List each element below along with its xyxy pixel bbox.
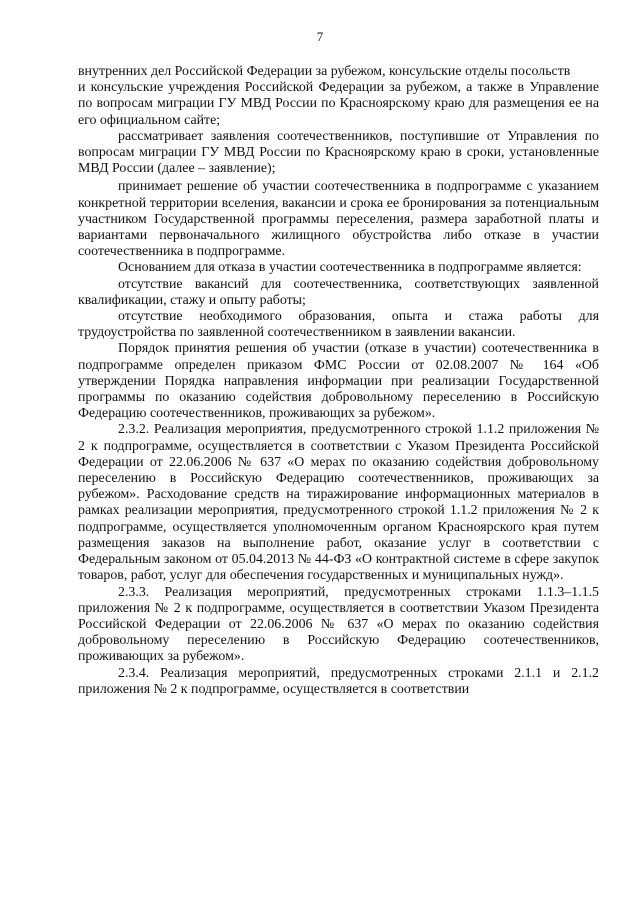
- page-number: 7: [316, 29, 324, 44]
- paragraph-7: отсутствие необходимого образования, опыта и стажа работы для трудоустройства по заявленной соотечественником в заявлении вакансии.: [78, 309, 599, 341]
- paragraph-9: 2.3.2. Реализация мероприятия, предусмотренного строкой 1.1.2 приложения № 2 к подпрограмме, осуществляется в соответствии с Указом Президента Российской Федерации от 22.06.2006 № 637 «О мерах по оказанию содействия добровольному переселению в Российскую Федерацию соотечественников, проживающих за рубежом». Расходование средств на тиражирование информационных материалов в рамках реализации мероприятия, предусмотренного строкой 1.1.2 приложения № 2 к подпрограмме, осуществляется уполномоченным органом Красноярского края путем размещения заказов на выполнение работ, оказание услуг в соответствии с Федеральным законом от 05.04.2013 № 44-ФЗ «О контрактной системе в сфере закупок товаров, работ, услуг для обеспечения государственных и муниципальных нужд».: [78, 422, 599, 584]
- paragraph-10: 2.3.3. Реализация мероприятий, предусмотренных строками 1.1.3–1.1.5 приложения № 2 к подпрограмме, осуществляется в соответствии Указом Президента Российской Федерации от 22.06.2006 № 637 «О мерах по оказанию содействия добровольному переселению в Российскую Федерацию соотечественников, проживающих за рубежом».: [78, 584, 599, 665]
- paragraph-11: 2.3.4. Реализация мероприятий, предусмотренных строками 2.1.1 и 2.1.2 приложения № 2 к подпрограмме, осуществляется в соответствии: [78, 665, 599, 697]
- paragraph-5: Основанием для отказа в участии соотечественника в подпрограмме является:: [118, 260, 582, 276]
- paragraph-8: Порядок принятия решения об участии (отказе в участии) соотечественника в подпрограмме определен приказом ФМС России от 02.08.2007 № 164 «Об утверждении Порядка направления информации при реализации Государственной программы по оказанию содействия добровольному переселению в Российскую Федерацию соотечественников, проживающих за рубежом».: [78, 341, 599, 422]
- paragraph-2: и консульские учреждения Российской Федерации за рубежом, а также в Управление по вопросам миграции ГУ МВД России по Красноярскому краю для размещения ее на его официальном сайте;: [78, 80, 599, 128]
- paragraph-3: рассматривает заявления соотечественников, поступившие от Управления по вопросам миграции ГУ МВД России по Красноярскому краю в сроки, установленные МВД России (далее – заявление);: [78, 128, 599, 177]
- paragraph-1: внутренних дел Российской Федерации за рубежом, консульские отделы посольств: [78, 64, 571, 79]
- paragraph-6: отсутствие вакансий для соотечественника, соответствующих заявленной квалификации, стажу и опыту работы;: [78, 276, 599, 308]
- paragraph-4: принимает решение об участии соотечественника в подпрограмме с указанием конкретной территории вселения, вакансии и срока ее бронирования за потенциальным участником Государственной программы переселения, размера заработной платы и вариантами первоначального жилищного обустройства либо отказе в участии соотечественника в подпрограмме.: [78, 179, 599, 260]
- document-body: [78, 62, 599, 698]
